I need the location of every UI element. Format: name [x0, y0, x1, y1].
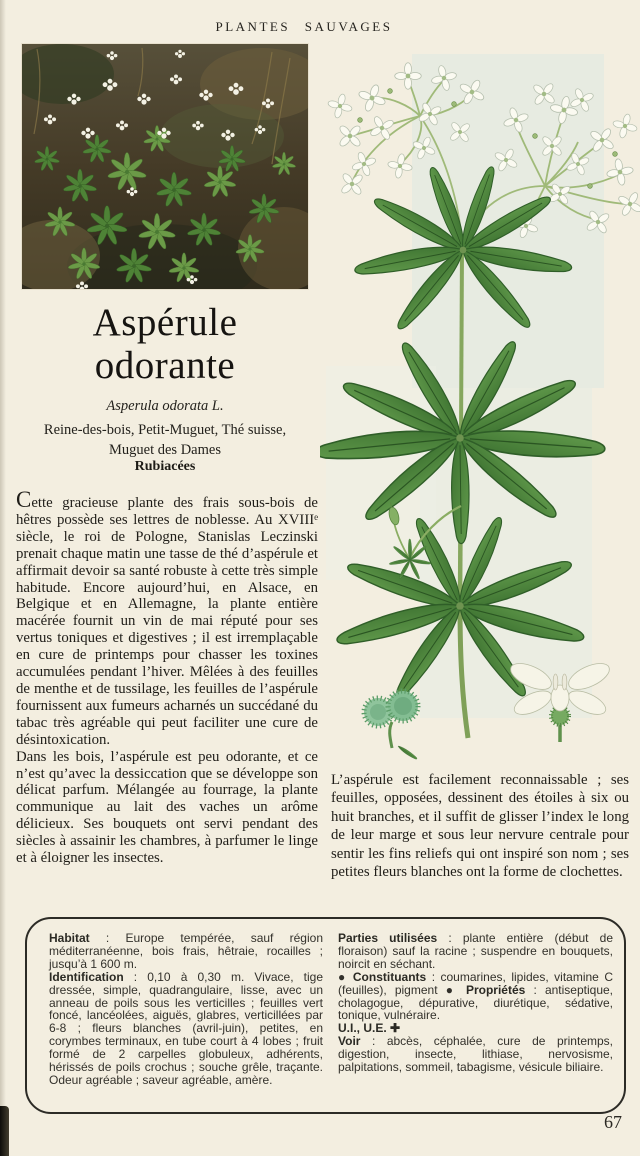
bullet-icon: ● — [338, 969, 348, 984]
cross-icon: ✚ — [390, 1021, 401, 1036]
latin-name: Asperula odorata L. — [106, 398, 224, 414]
constituents-properties-entry: ● Constituants : coumarines, lipides, vitamine C (feuilles), pigment ● Propriétés : antiseptique, cholagogue, dépurative, diurétique, sédative, tonique, vulnéraire. — [338, 969, 613, 1023]
info-box-left-column — [49, 932, 323, 1087]
body-paragraph-1: Cette gracieuse plante des frais sous-bois de hêtres possède ses lettres de noblesse. Au XVIIIᵉ siècle, le roi de Pologne, Stanislas Leczinski prenait chaque matin une tasse de thé d’aspérule et affirmait devoir sa santé robuste à cette très simple habitude. Encore aujourd’hui, en Alsace, en Belgique et en Allemagne, la plante entière macérée fournit un vin de mai réputé pour ses vertus toniques et digestives ; il est irremplaçable en cure de printemps pour chasser les toxines accumulées pendant l’hiver. Mêlées à des feuilles de menthe et de tussilage, les feuilles de l’aspérule fournissent aux fumeurs acharnés un succédané du tabac très agréable qui peut faciliter une cure de désintoxication. — [16, 487, 318, 748]
binding-corner — [0, 1106, 9, 1156]
article-title-line2: odorante — [94, 344, 236, 387]
info-box-right-column — [338, 932, 613, 1074]
usage-line: U.I., U.E. ✚ — [338, 1021, 401, 1036]
voir-entry: Voir : abcès, céphalée, cure de printemps, digestion, insecte, lithiase, nervosisme, palpitations, sommeil, tabagisme, vésicule biliaire. — [338, 1034, 613, 1075]
article-body — [16, 489, 318, 867]
page-number: 67 — [604, 1112, 622, 1132]
page-header: PLANTES SAUVAGES — [215, 19, 393, 34]
plant-photo-image — [22, 44, 308, 289]
bullet-icon: ● — [445, 982, 458, 997]
page-edge-shadow — [0, 0, 6, 1156]
identification-entry: Identification : 0,10 à 0,30 m. Vivace, tige dressée, simple, quadrangulaire, lisse, avec un anneau de poils sous les verticilles ; feuilles vert foncé, lancéolées, aiguës, glabres, verticillées par 6-8 ; fleurs blanches (avril-juin), petites, en corymbes terminaux, en tube court à 4 lobes ; fruit formé de 2 carpelles globuleux, adhérents, hérissés de poils crochus ; souche grêle, traçante. Odeur agréable ; saveur agréable, amère. — [49, 969, 323, 1087]
botanical-illustration — [320, 36, 640, 770]
fruit-detail — [364, 691, 418, 761]
article-title-line1: Aspérule — [92, 301, 238, 344]
habitat-entry: Habitat : Europe tempérée, sauf région méditerranéenne, bois frais, hêtraie, rocailles ; jusqu’à 1 600 m. — [49, 931, 323, 971]
description-paragraph: L’aspérule est facilement reconnaissable ; ses feuilles, opposées, dessinent des étoiles à six ou huit branches, et il suffit de glisser l’index le long de leur marge et sous leur nervure centrale pour sentir les fins reliefs qui ont inspiré son nom ; ses petites fleurs blanches ont la forme de clochettes. — [331, 772, 629, 881]
parts-used-entry: Parties utilisées : plante entière (début de floraison) sauf la racine ; suspendre en bouquets, noircit en séchant. — [338, 931, 614, 971]
common-names: Reine-des-bois, Petit-Muguet, Thé suisse, Muguet des Dames — [43, 422, 287, 458]
article-title — [14, 301, 316, 387]
plant-photo — [22, 44, 308, 289]
body-paragraph-2: Dans les bois, l’aspérule est peu odorante, et ce n’est qu’avec la dessiccation que se développe son délicat parfum. Mélangée au fourrage, la plante communique au lait des vaches un arôme délicieux. Ses bouquets ont servi pendant des siècles à assainir les chambres, à parfumer le linge et à éloigner les insectes. — [16, 748, 318, 867]
family-name: Rubiacées — [134, 459, 196, 474]
info-box — [25, 917, 626, 1114]
